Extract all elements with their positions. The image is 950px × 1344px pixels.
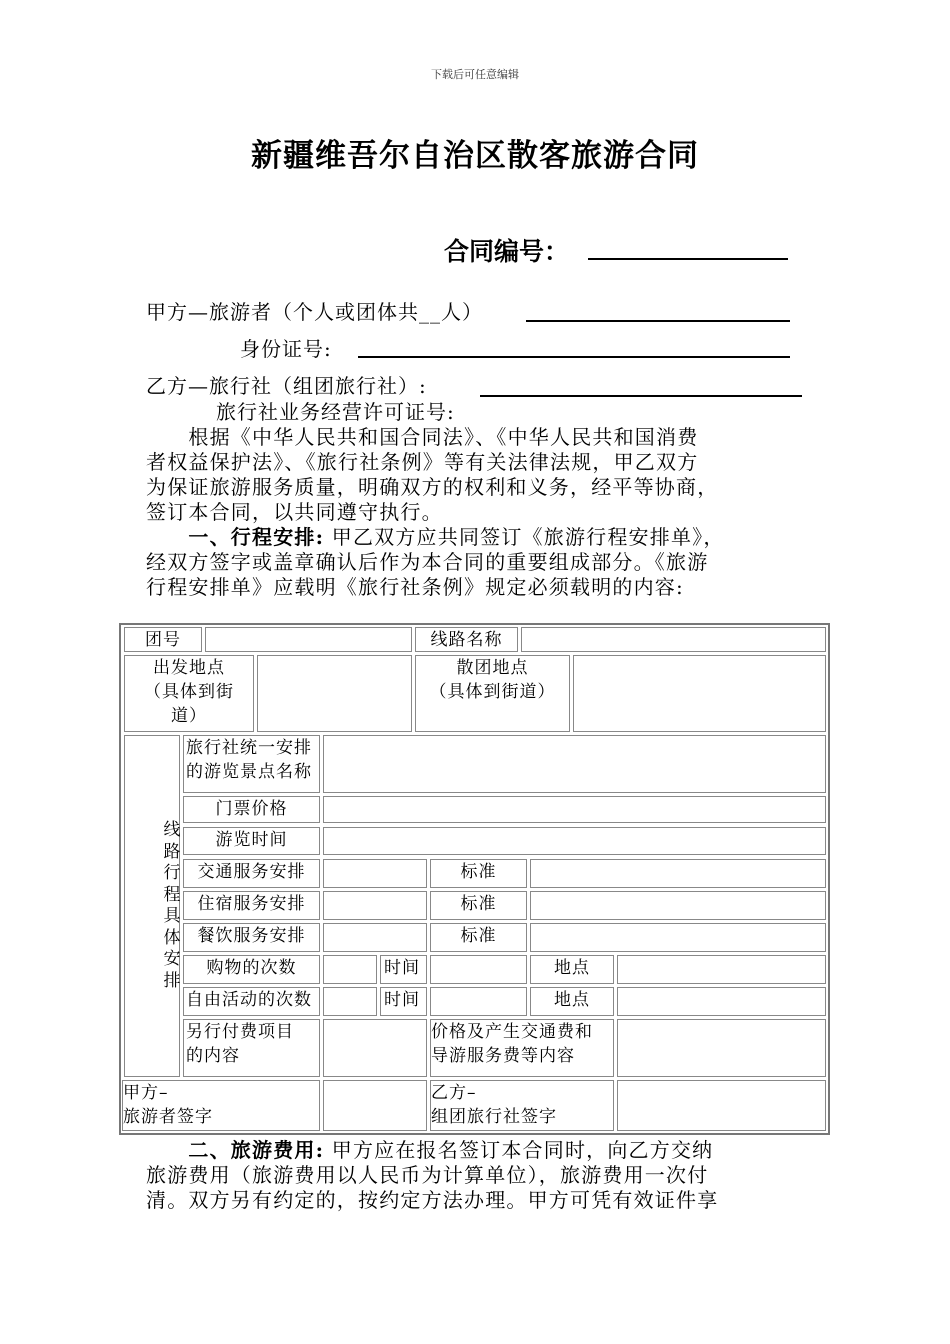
party-a-blank[interactable] [526,320,790,322]
cell-lodging-label: 住宿服务安排 [183,891,320,920]
extra-line: 另行付费项目 [186,1022,294,1042]
cell-free-place-value[interactable] [617,987,826,1016]
intro-line: 为保证旅游服务质量，明确双方的权利和义务，经平等协商， [146,475,719,499]
contract-no-label: 合同编号： [444,237,570,266]
cell-sign-b-label [430,1080,614,1131]
cell-disperse-label [415,655,570,732]
cell-dining-standard-label: 标准 [430,923,527,952]
cell-disperse-value[interactable] [573,655,826,732]
cell-free-time-value[interactable] [430,987,527,1016]
side-char: 路 [163,841,181,862]
cell-depart-label [124,655,254,732]
cell-transport-label: 交通服务安排 [183,859,320,888]
party-a-label: 甲方—旅游者（个人或团体共__人） [146,300,483,324]
intro-line: 签订本合同，以共同遵守执行。 [146,500,443,524]
side-char: 行 [163,863,181,883]
cell-group-no-value[interactable] [205,627,412,652]
cell-dining-standard-value[interactable] [530,923,826,952]
cell-price-value[interactable] [617,1019,826,1077]
intro-line: 根据《中华人民共和国合同法》、《中华人民共和国消费 [146,425,699,449]
cell-scenic-label [183,735,320,793]
section-2-text: 甲方应在报名签订本合同时，向乙方交纳 [324,1138,714,1162]
sign-b-line: 组团旅行社签字 [431,1107,557,1127]
cell-shopping-value[interactable] [323,955,377,984]
cell-transport-value[interactable] [323,859,427,888]
contract-no-blank[interactable] [588,258,788,260]
side-char: 具 [163,906,181,926]
cell-ticket-value[interactable] [323,796,826,823]
section-1-text: 甲乙双方应共同签订《旅游行程安排单》， [324,525,725,549]
section-1 [146,525,806,600]
side-label-text [160,820,184,992]
cell-sign-a-value[interactable] [323,1080,427,1131]
section-1-line: 行程安排单》应载明《旅行社条例》规定必须载明的内容: [146,575,684,599]
license-label: 旅行社业务经营许可证号: [216,400,455,424]
cell-dining-value[interactable] [323,923,427,952]
cell-route-name-value[interactable] [521,627,826,652]
party-b-label: 乙方—旅行社（组团旅行社）: [146,374,427,398]
depart-line: 道） [171,706,207,726]
cell-dining-label: 餐饮服务安排 [183,923,320,952]
depart-line: 出发地点 [153,658,225,678]
cell-transport-standard-label: 标准 [430,859,527,888]
cell-route-name-label: 线路名称 [415,627,518,652]
side-char: 排 [163,970,181,991]
side-char: 安 [163,949,181,969]
cell-visit-time-label: 游览时间 [183,827,320,855]
id-label: 身份证号: [240,337,332,361]
sign-a-line: 旅游者签字 [123,1107,213,1127]
section-2-line: 旅游费用（旅游费用以人民币为计算单位），旅游费用一次付 [146,1163,709,1187]
side-char: 体 [163,927,181,948]
cell-lodging-value[interactable] [323,891,427,920]
cell-free-value[interactable] [323,987,377,1016]
cell-free-time-label: 时间 [380,987,427,1016]
disperse-line: （具体到街道） [429,682,556,702]
cell-free-place-label: 地点 [530,987,614,1016]
cell-transport-standard-value[interactable] [530,859,826,888]
disperse-line: 散团地点 [456,658,529,678]
cell-extra-value[interactable] [323,1019,427,1077]
cell-group-no-label: 团号 [124,627,202,652]
side-char: 线 [163,820,181,840]
cell-visit-time-value[interactable] [323,827,826,855]
section-1-heading: 一、行程安排: [146,525,325,549]
header-note: 下载后可任意编辑 [431,68,519,81]
cell-shopping-time-value[interactable] [430,955,527,984]
cell-shopping-time-label: 时间 [380,955,427,984]
price-line: 导游服务费等内容 [431,1046,575,1066]
intro-line: 者权益保护法》、《旅行社条例》等有关法律法规，甲乙双方 [146,450,699,474]
cell-depart-value[interactable] [257,655,412,732]
cell-shopping-label: 购物的次数 [183,955,320,984]
cell-sign-a-label [122,1080,320,1131]
cell-price-label [430,1019,614,1077]
section-1-line: 经双方签字或盖章确认后作为本合同的重要组成部分。《旅游 [146,550,709,574]
scenic-line: 旅行社统一安排 [186,738,312,758]
cell-shopping-place-label: 地点 [530,955,614,984]
cell-free-label: 自由活动的次数 [183,987,320,1016]
section-2 [146,1138,806,1213]
cell-shopping-place-value[interactable] [617,955,826,984]
side-char: 程 [163,884,181,905]
cell-sign-b-value[interactable] [617,1080,826,1131]
cell-lodging-standard-value[interactable] [530,891,826,920]
party-b-blank[interactable] [480,395,802,397]
cell-scenic-value[interactable] [323,735,826,793]
section-2-heading: 二、旅游费用: [146,1138,325,1162]
cell-ticket-label: 门票价格 [183,796,320,823]
scenic-line: 的游览景点名称 [186,762,312,782]
depart-line: （具体到街 [144,682,234,702]
extra-line: 的内容 [186,1046,240,1066]
document-title: 新疆维吾尔自治区散客旅游合同 [251,138,699,174]
cell-extra-label [183,1019,320,1077]
price-line: 价格及产生交通费和 [431,1022,593,1042]
id-blank[interactable] [358,356,790,358]
sign-a-line: 甲方– [123,1083,169,1103]
cell-lodging-standard-label: 标准 [430,891,527,920]
sign-b-line: 乙方– [431,1083,477,1103]
intro-paragraph [146,425,806,525]
section-2-line: 清。双方另有约定的，按约定方法办理。甲方可凭有效证件享 [146,1188,719,1212]
